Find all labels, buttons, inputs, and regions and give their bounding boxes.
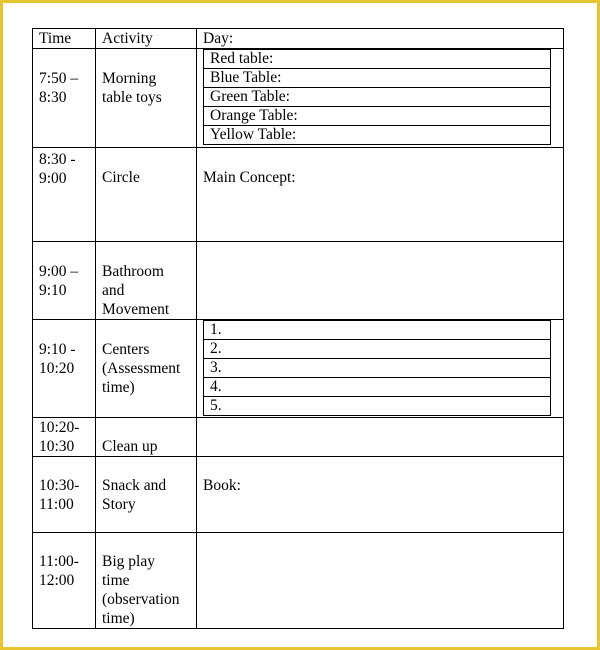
row-time: 10:30- 11:00 — [33, 457, 96, 533]
table-group-blue: Blue Table: — [204, 69, 551, 88]
table-group-red: Red table: — [204, 50, 551, 69]
row-time: 10:20- 10:30 — [33, 418, 96, 457]
table-groups-list — [203, 49, 551, 145]
schedule-row — [33, 148, 564, 242]
row-time: 11:00- 12:00 — [33, 533, 96, 629]
center-item: 3. — [204, 359, 551, 378]
day-cell — [197, 533, 564, 629]
schedule-row — [33, 457, 564, 533]
row-time: 9:10 - 10:20 — [33, 320, 96, 418]
header-row — [33, 29, 564, 49]
centers-list — [203, 320, 551, 416]
row-activity: Morning table toys — [96, 49, 197, 148]
table-group-green: Green Table: — [204, 88, 551, 107]
schedule-row — [33, 242, 564, 320]
row-activity: Big play time (observation time) — [96, 533, 197, 629]
schedule-row — [33, 320, 564, 418]
schedule-table — [32, 28, 564, 629]
day-cell — [197, 242, 564, 320]
row-time: 8:30 - 9:00 — [33, 148, 96, 242]
header-day: Day: — [197, 29, 564, 49]
table-group-yellow: Yellow Table: — [204, 126, 551, 145]
schedule-row — [33, 418, 564, 457]
row-activity: Bathroom and Movement — [96, 242, 197, 320]
day-cell — [197, 49, 564, 148]
day-cell — [197, 320, 564, 418]
table-group-orange: Orange Table: — [204, 107, 551, 126]
row-activity: Centers (Assessment time) — [96, 320, 197, 418]
header-time: Time — [33, 29, 96, 49]
row-activity: Clean up — [96, 418, 197, 457]
main-concept-label: Main Concept: — [197, 148, 564, 242]
center-item: 5. — [204, 397, 551, 416]
header-activity: Activity — [96, 29, 197, 49]
row-activity: Snack and Story — [96, 457, 197, 533]
center-item: 1. — [204, 321, 551, 340]
day-cell — [197, 418, 564, 457]
book-label: Book: — [197, 457, 564, 533]
row-time: 7:50 – 8:30 — [33, 49, 96, 148]
row-time: 9:00 – 9:10 — [33, 242, 96, 320]
center-item: 2. — [204, 340, 551, 359]
row-activity: Circle — [96, 148, 197, 242]
schedule-row — [33, 533, 564, 629]
center-item: 4. — [204, 378, 551, 397]
schedule-row — [33, 49, 564, 148]
